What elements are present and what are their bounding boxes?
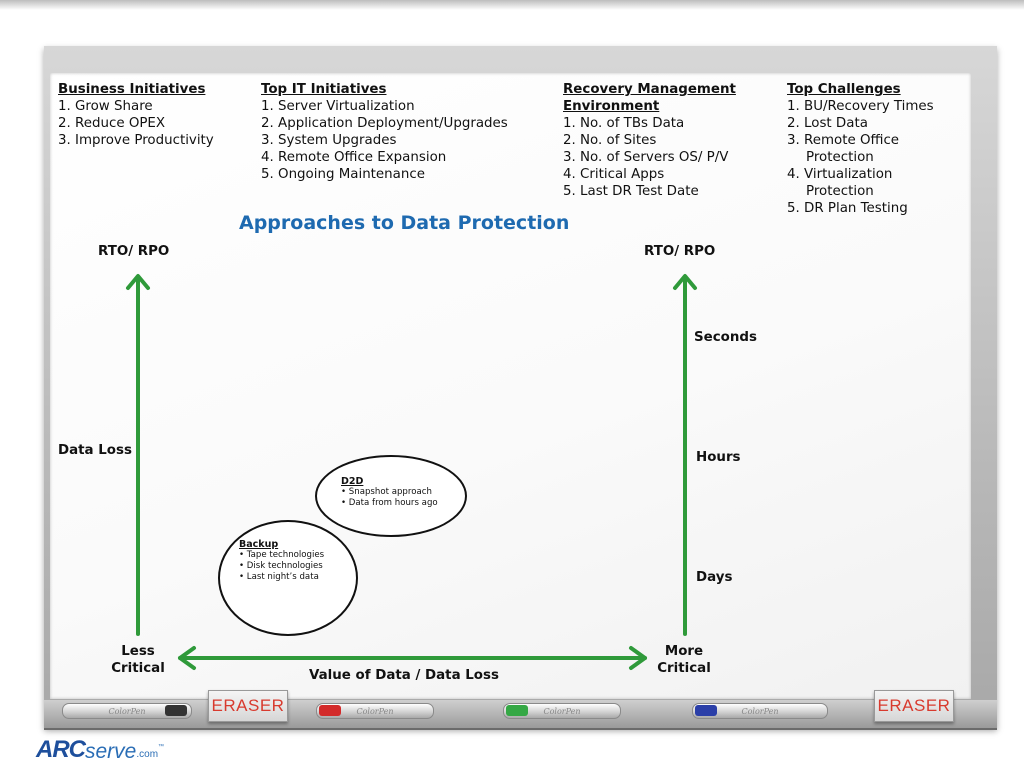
more-critical-label	[652, 643, 716, 677]
list-item: Protection	[806, 150, 874, 165]
list-item: 1. Server Virtualization	[261, 99, 415, 114]
less-critical-line1: Less	[121, 644, 155, 659]
list-item: 4. Remote Office Expansion	[261, 150, 447, 165]
eraser-left: ERASER	[208, 690, 288, 722]
red-marker	[316, 703, 434, 719]
list-item: 1. BU/Recovery Times	[787, 99, 934, 114]
less-critical-label	[108, 643, 168, 677]
backup-bullet: • Disk technologies	[239, 561, 323, 571]
list-item: 2. No. of Sites	[563, 133, 657, 148]
list-item: 3. Improve Productivity	[58, 133, 214, 148]
black-marker	[62, 703, 192, 719]
d2d-bullet: • Snapshot approach	[341, 487, 432, 497]
red-marker-cap	[319, 705, 341, 716]
less-critical-line2: Critical	[111, 661, 165, 676]
list-item: 1. Grow Share	[58, 99, 153, 114]
marker-label: ColorPen	[356, 706, 394, 716]
top-it-initiatives-heading: Top IT Initiatives	[261, 82, 387, 97]
diagram-title: Approaches to Data Protection	[239, 212, 570, 234]
list-item: Protection	[806, 184, 874, 199]
black-marker-cap	[165, 705, 187, 716]
scale-seconds-label: Seconds	[694, 330, 757, 345]
list-item: 3. No. of Servers OS/ P/V	[563, 150, 729, 165]
recovery-management-heading: Recovery Management	[563, 82, 736, 97]
recovery-management-heading-line2: Environment	[563, 99, 660, 114]
more-critical-line1: More	[664, 644, 704, 659]
logo-com: .com	[136, 749, 159, 760]
logo-tm: ™	[158, 744, 165, 750]
green-marker	[503, 703, 621, 719]
top-challenges-heading: Top Challenges	[787, 82, 901, 97]
backup-bullet: • Last night’s data	[239, 572, 319, 582]
marker-label: ColorPen	[108, 706, 146, 716]
list-item: 4. Virtualization	[787, 167, 893, 182]
more-critical-line2: Critical	[657, 661, 711, 676]
eraser-right: ERASER	[874, 690, 954, 722]
list-item: 2. Lost Data	[787, 116, 868, 131]
blue-marker-cap	[695, 705, 717, 716]
backup-title: Backup	[239, 539, 279, 550]
business-initiatives-heading: Business Initiatives	[58, 82, 206, 97]
list-item: 2. Application Deployment/Upgrades	[261, 116, 508, 131]
backup-bullet: • Tape technologies	[239, 550, 325, 560]
d2d-text	[341, 476, 438, 509]
list-item: 3. System Upgrades	[261, 133, 397, 148]
logo-serve: serve	[85, 740, 137, 763]
logo-arc: ARC	[36, 736, 85, 763]
list-item: 3. Remote Office	[787, 133, 900, 148]
d2d-bullet: • Data from hours ago	[341, 498, 438, 508]
list-item: 5. DR Plan Testing	[787, 201, 908, 216]
marker-label: ColorPen	[543, 706, 581, 716]
green-marker-cap	[506, 705, 528, 716]
right-axis-label: RTO/ RPO	[644, 244, 716, 259]
list-item: 4. Critical Apps	[563, 167, 665, 182]
list-item: 2. Reduce OPEX	[58, 116, 166, 131]
data-loss-label: Data Loss	[58, 443, 132, 458]
blue-marker	[692, 703, 828, 719]
left-axis-label: RTO/ RPO	[98, 244, 170, 259]
scale-hours-label: Hours	[696, 450, 741, 465]
value-of-data-label: Value of Data / Data Loss	[309, 668, 499, 683]
d2d-title: D2D	[341, 476, 364, 487]
marker-label: ColorPen	[741, 706, 779, 716]
scale-days-label: Days	[696, 570, 733, 585]
backup-text	[239, 539, 324, 583]
list-item: 5. Ongoing Maintenance	[261, 167, 425, 182]
arcserve-logo	[36, 734, 164, 764]
list-item: 5. Last DR Test Date	[563, 184, 699, 199]
list-item: 1. No. of TBs Data	[563, 116, 685, 131]
